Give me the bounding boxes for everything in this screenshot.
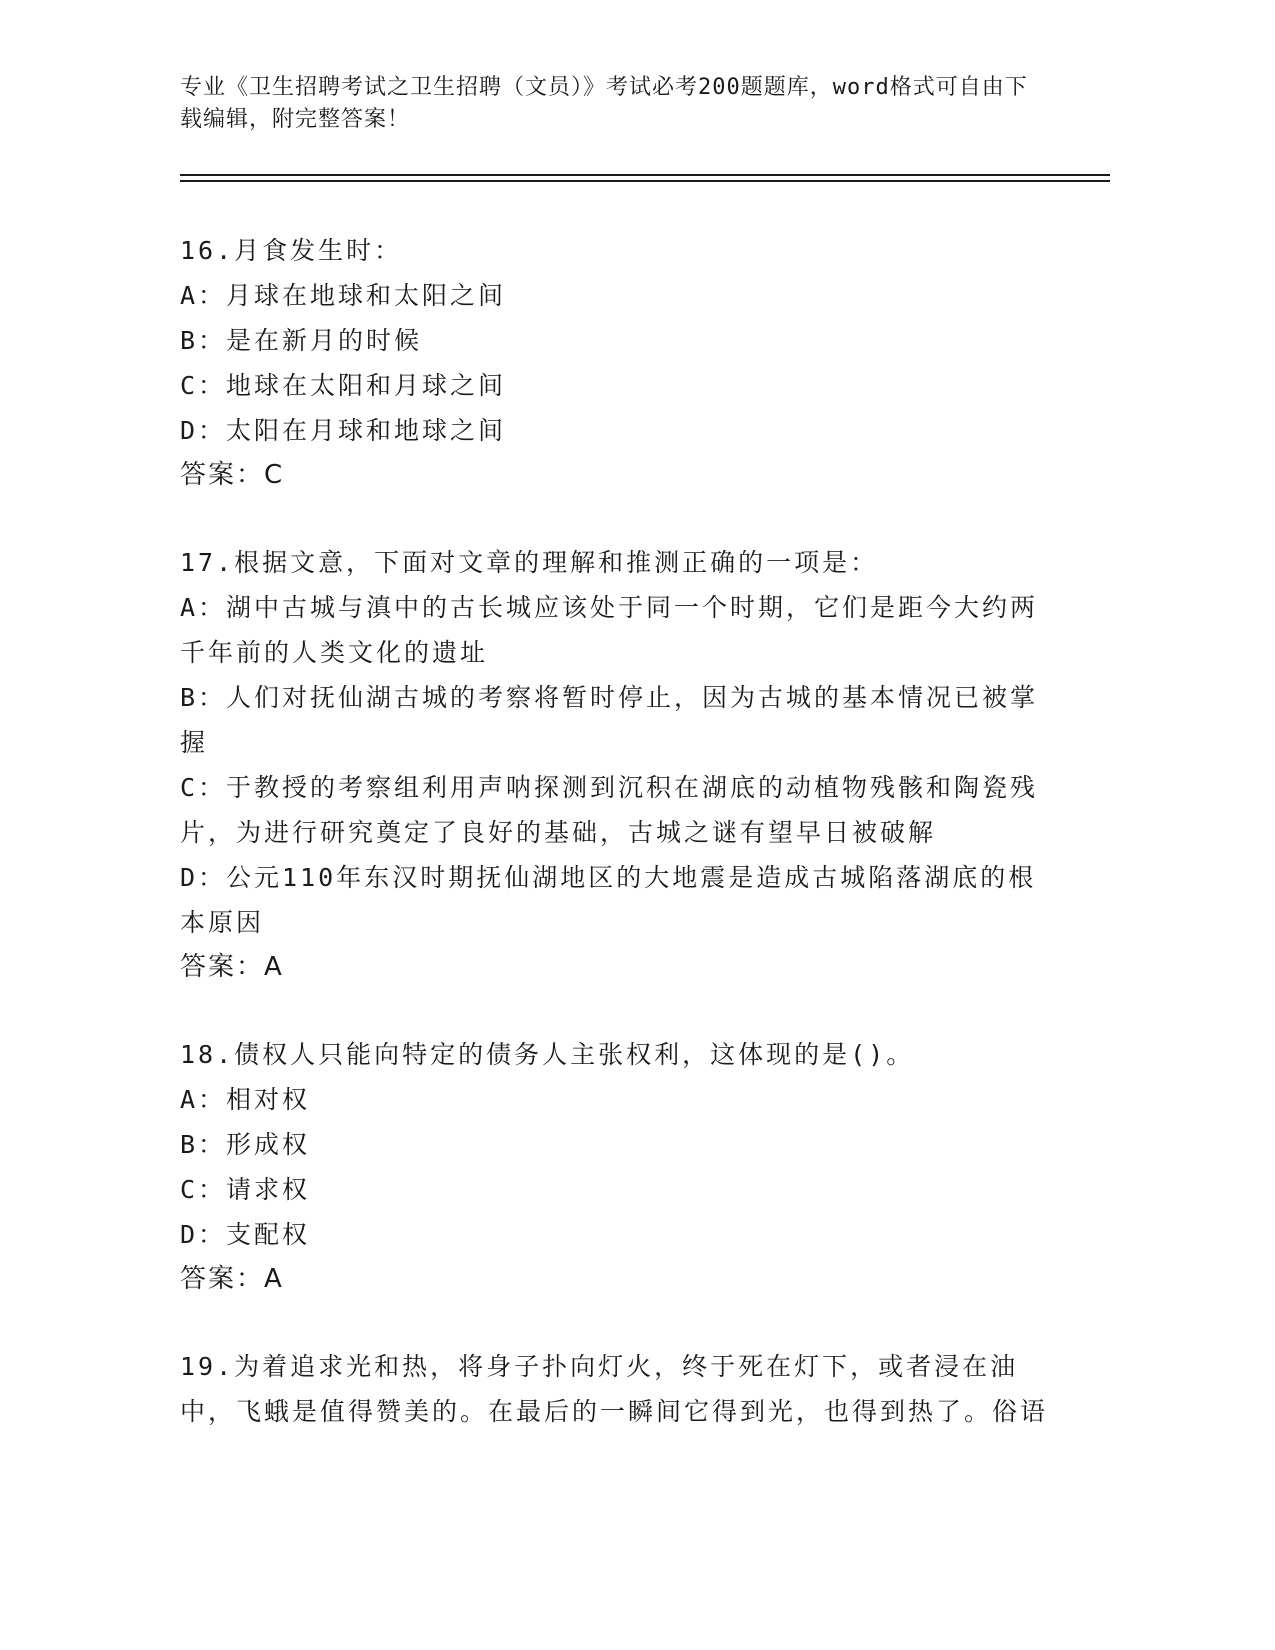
question-stem: 16.月食发生时： <box>180 236 403 265</box>
option-b: B：是在新月的时候 <box>180 326 423 355</box>
option-a: A：月球在地球和太阳之间 <box>180 281 507 310</box>
question-19 <box>180 1344 1050 1434</box>
question-17 <box>180 540 1050 990</box>
header-rule-top <box>180 174 1110 176</box>
option-a: A：湖中古城与滇中的古长城应该处于同一个时期，它们是距今大约两千年前的人类文化的遗址 <box>180 593 1039 667</box>
option-c: C：请求权 <box>180 1175 311 1204</box>
question-18 <box>180 1032 1050 1302</box>
question-stem: 17.根据文意，下面对文章的理解和推测正确的一项是： <box>180 548 879 577</box>
option-d: D：支配权 <box>180 1220 311 1249</box>
option-b: B：人们对抚仙湖古城的考察将暂时停止，因为古城的基本情况已被掌握 <box>180 683 1039 757</box>
option-d: D：公元110年东汉时期抚仙湖地区的大地震是造成古城陷落湖底的根本原因 <box>180 863 1037 937</box>
answer-line: 答案：C <box>180 460 285 490</box>
answer-line: 答案：A <box>180 952 284 982</box>
option-d: D：太阳在月球和地球之间 <box>180 416 507 445</box>
answer-line: 答案：A <box>180 1264 284 1294</box>
question-stem: 18.债权人只能向特定的债务人主张权利，这体现的是()。 <box>180 1040 915 1069</box>
question-stem: 19.为着追求光和热，将身子扑向灯火，终于死在灯下，或者浸在油中，飞蛾是值得赞美的。在最后的一瞬间它得到光，也得到热了。俗语 <box>180 1352 1049 1426</box>
option-a: A：相对权 <box>180 1085 311 1114</box>
question-list <box>180 228 1050 1476</box>
option-c: C：于教授的考察组利用声呐探测到沉积在湖底的动植物残骸和陶瓷残片，为进行研究奠定了良好的基础，古城之谜有望早日被破解 <box>180 773 1039 847</box>
header-rule-bottom <box>180 180 1110 182</box>
option-b: B：形成权 <box>180 1130 311 1159</box>
document-header: 专业《卫生招聘考试之卫生招聘（文员）》考试必考200题题库，word格式可自由下载编辑，附完整答案！ <box>180 75 1028 132</box>
option-c: C：地球在太阳和月球之间 <box>180 371 507 400</box>
question-16 <box>180 228 1050 498</box>
